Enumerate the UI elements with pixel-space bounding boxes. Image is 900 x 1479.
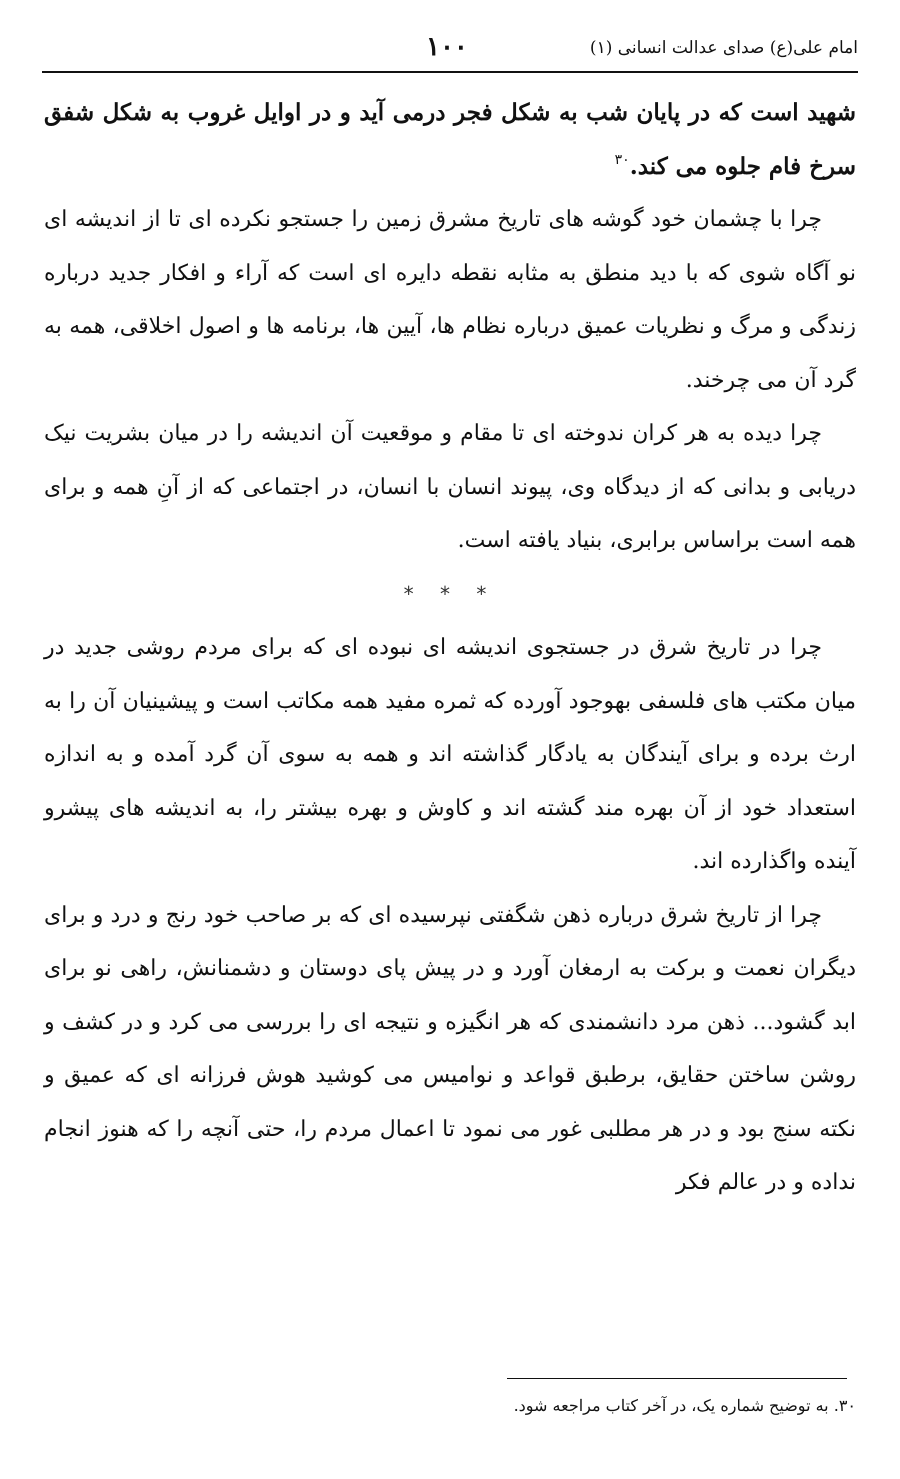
header-rule (42, 71, 858, 73)
footnote-rule (507, 1378, 847, 1379)
paragraph: چرا با چشمان خود گوشه های تاریخ مشرق زمین را جستجو نکرده ای تا از اندیشه ای نو آگاه شوی که با دید منطق به مثابه نقطه دایره ای است که آراء و افکار جدید درباره زندگی و مرگ و نظریات عمیق درباره نظام ها، آیین ها، برنامه ها و اصول اخلاقی، همه به گرد آن می چرخند. (44, 207, 856, 393)
running-header (42, 30, 858, 66)
body-text (44, 86, 856, 1210)
paragraph: چرا دیده به هر کران ندوخته ای تا مقام و موقعیت آن اندیشه را در میان بشریت نیک دریابی و بدانی که از دیدگاه وی، پیوند انسان با انسان، در اجتماعی که از آنِ همه و برای همه است براساس برابری، بنیاد یافته است. (44, 421, 856, 553)
paragraph: چرا در تاریخ شرق در جستجوی اندیشه ای نبوده ای که برای مردم روشی جدید در میان مکتب های فلسفی بهوجود آورده که ثمره مفید همه مکاتب است و پیشینیان آن را به ارث برده و برای آیندگان به یادگار گذاشته اند و همه به سوی آن گرد آمده و به اندازه استعداد خود از آن بهره مند گشته اند و کاوش و بهره بیشتر را، به اندیشه های پیشرو آینده واگذارده اند. (44, 635, 856, 874)
footnote-reference[interactable]: ۳۰ (614, 151, 630, 168)
footnote: ۳۰. به توضیح شماره یک، در آخر کتاب مراجعه شود. (513, 1396, 856, 1415)
page-number: ۱۰۰ (426, 32, 468, 62)
paragraph-continued (44, 86, 856, 193)
running-title: امام علی(ع) صدای عدالت انسانی (۱) (589, 38, 858, 58)
section-separator: * * * (403, 581, 497, 606)
paragraph: چرا از تاریخ شرق درباره ذهن شگفتی نپرسیده ای که بر صاحب خود رنج و درد و برای دیگران نعمت و برکت به ارمغان آورد و در پیش پای دوستان و دشمنانش، راهی نو برای ابد گشود... ذهن مرد دانشمندی که هر انگیزه و نتیجه ای را بررسی می کرد و در کشف و روشن ساختن حقایق، برطبق قواعد و نوامیس می کوشید هوش فرزانه ای که عمیق و نکته سنج بود و در هر مطلبی غور می نمود تا اعمال مردم را، حتی آنچه را که هنوز انجام نداده و در عالم فکر (44, 902, 856, 1195)
paragraph-text: شهید است که در پایان شب به شکل فجر درمی آید و در اوایل غروب به شکل شفق سرخ فام جلوه می کند. (44, 99, 856, 180)
